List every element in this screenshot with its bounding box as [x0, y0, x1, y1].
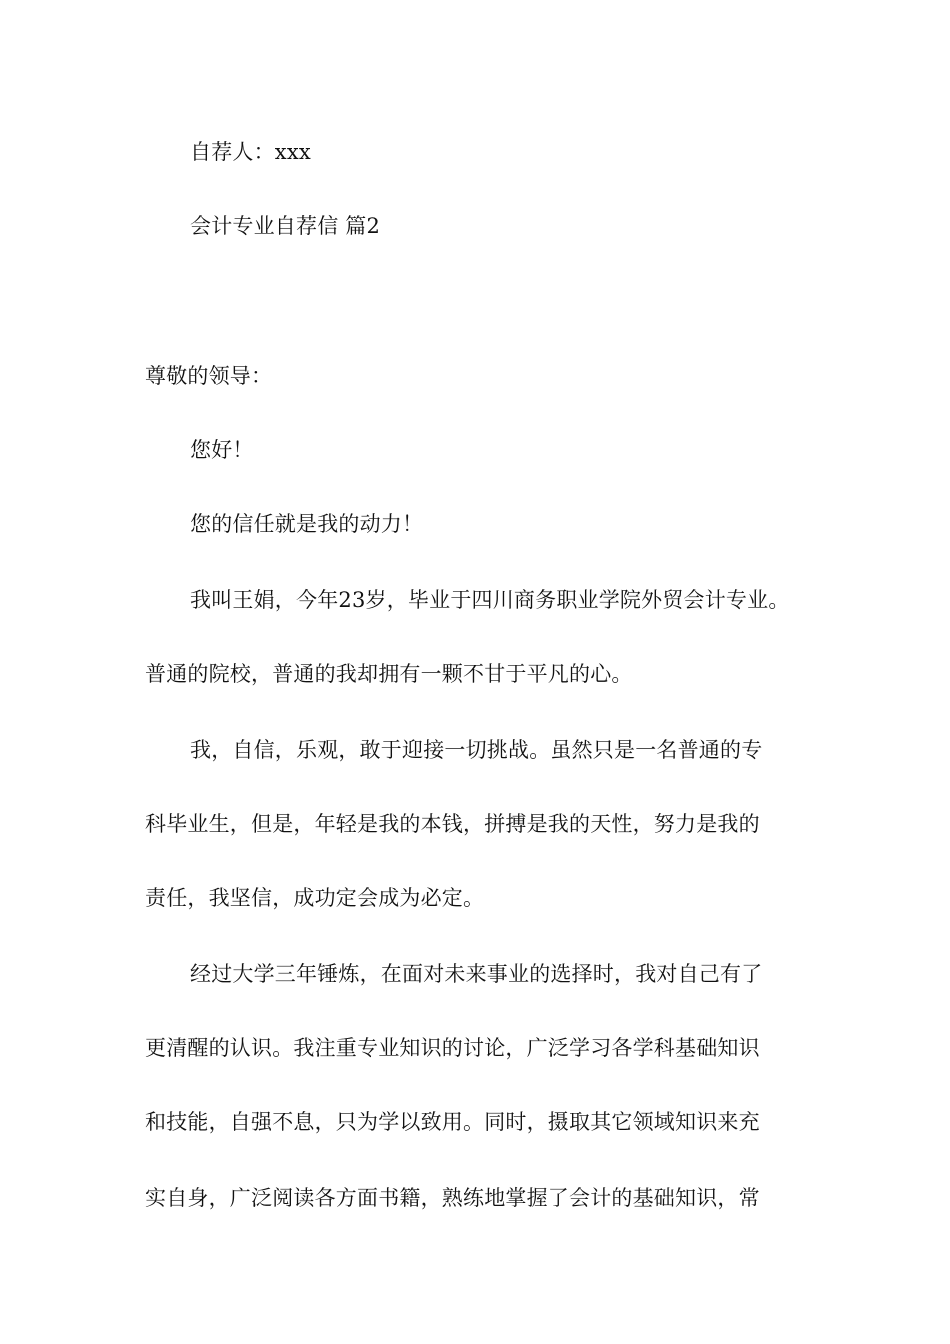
paragraph-line: 和技能，自强不息，只为学以致用。同时，摄取其它领域知识来充 — [145, 1110, 760, 1134]
paragraph-line: 更清醒的认识。我注重专业知识的讨论，广泛学习各学科基础知识 — [145, 1036, 760, 1060]
paragraph-line: 我叫王娟，今年23岁，毕业于四川商务职业学院外贸会计专业。 — [190, 588, 790, 612]
paragraph-line: 我，自信，乐观，敢于迎接一切挑战。虽然只是一名普通的专 — [190, 738, 763, 762]
paragraph-line: 科毕业生，但是，年轻是我的本钱，拼搏是我的天性，努力是我的 — [145, 812, 760, 836]
salutation: 尊敬的领导： — [145, 364, 273, 388]
paragraph-line: 实自身，广泛阅读各方面书籍，熟练地掌握了会计的基础知识，常 — [145, 1186, 760, 1210]
greeting: 您好！ — [190, 438, 254, 462]
paragraph-line: 普通的院校，普通的我却拥有一颗不甘于平凡的心。 — [145, 662, 633, 686]
section-heading: 会计专业自荐信 篇2 — [190, 214, 381, 238]
paragraph-line: 经过大学三年锤炼，在面对未来事业的选择时，我对自己有了 — [190, 962, 763, 986]
paragraph-line: 您的信任就是我的动力！ — [190, 512, 424, 536]
signature-line: 自荐人：xxx — [190, 140, 311, 164]
paragraph-line: 责任，我坚信，成功定会成为必定。 — [145, 886, 485, 910]
